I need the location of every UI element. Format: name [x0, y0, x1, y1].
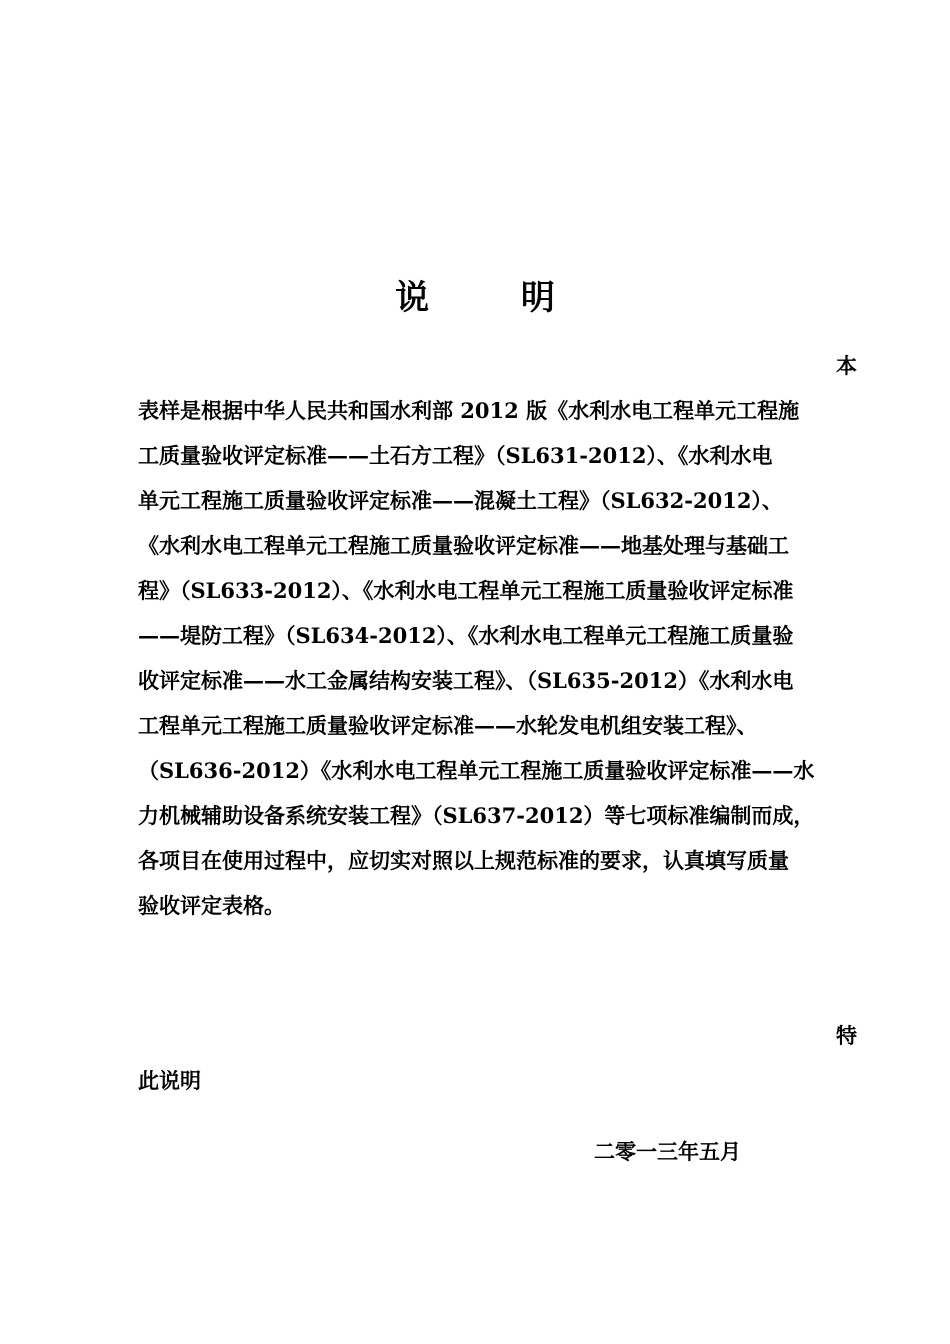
document-date: 二零一三年五月	[594, 1139, 741, 1164]
body-line-4: 《水利水电工程单元工程施工质量验收评定标准——地基处理与基础工	[138, 533, 789, 558]
intro-char: 本	[836, 353, 857, 378]
body-line-3: 单元工程施工质量验收评定标准——混凝土工程》（SL632-2012）、	[138, 488, 783, 513]
closing-line: 此说明	[138, 1068, 201, 1093]
closing-char: 特	[836, 1023, 857, 1048]
body-line-8: 工程单元工程施工质量验收评定标准——水轮发电机组安装工程》、	[138, 713, 758, 738]
body-line-1: 表样是根据中华人民共和国水利部 2012 版《水利水电工程单元工程施	[138, 398, 800, 423]
page-title: 说 明	[395, 278, 595, 318]
body-line-12: 验收评定表格。	[138, 893, 285, 918]
body-line-11: 各项目在使用过程中，应切实对照以上规范标准的要求，认真填写质量	[138, 848, 789, 873]
body-line-10: 力机械辅助设备系统安装工程》（SL637-2012）等七项标准编制而成，	[138, 803, 815, 828]
body-line-2: 工质量验收评定标准——土石方工程》（SL631-2012）、《水利水电	[138, 443, 773, 468]
body-line-5: 程》（SL633-2012）、《水利水电工程单元工程施工质量验收评定标准	[138, 578, 794, 603]
body-line-6: ——堤防工程》（SL634-2012）、《水利水电工程单元工程施工质量验	[138, 623, 794, 648]
body-line-7: 收评定标准——水工金属结构安装工程》、（SL635-2012）《水利水电	[138, 668, 794, 693]
body-line-9: （SL636-2012）《水利水电工程单元工程施工质量验收评定标准——水	[138, 758, 815, 783]
